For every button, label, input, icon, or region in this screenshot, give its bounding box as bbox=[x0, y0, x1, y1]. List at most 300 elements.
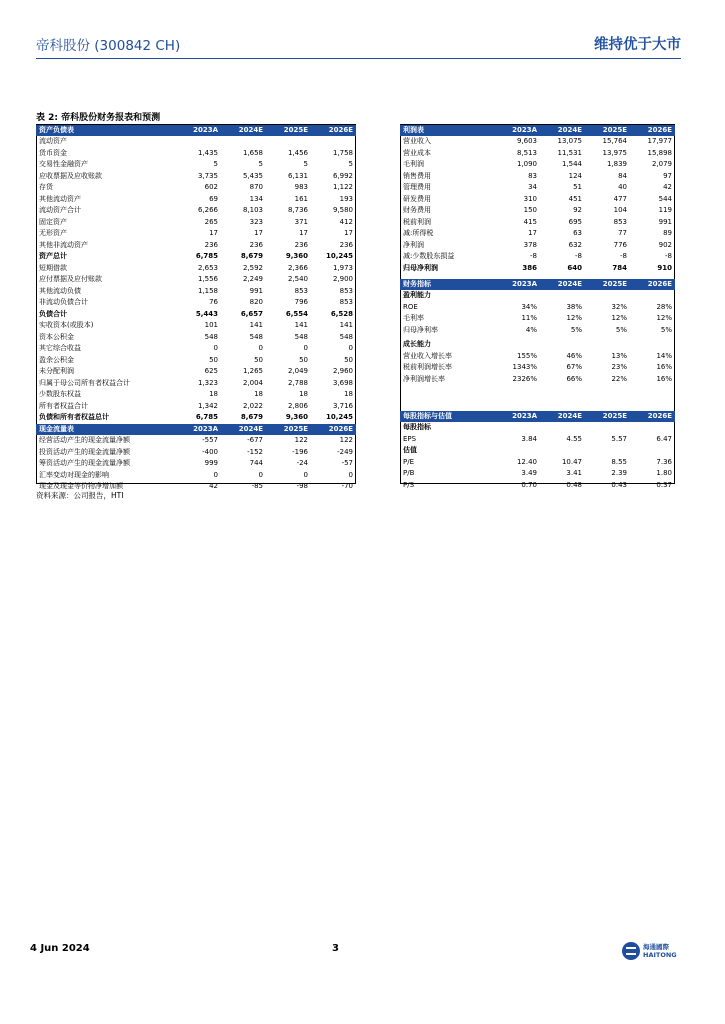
table-row bbox=[400, 468, 675, 480]
cell-value: 4.55 bbox=[566, 434, 582, 443]
cell-value: 141 bbox=[249, 321, 263, 329]
row-label: 负债合计 bbox=[39, 309, 67, 318]
cell-value: 6.47 bbox=[656, 434, 672, 443]
cell-value: 3,698 bbox=[332, 378, 353, 387]
cell-value: 8.55 bbox=[611, 457, 627, 466]
cash-flow-table bbox=[36, 424, 356, 493]
cell-value: 10,245 bbox=[325, 252, 353, 260]
table-row bbox=[36, 286, 356, 298]
cell-value: 8,736 bbox=[287, 206, 308, 214]
cell-value: 22% bbox=[611, 374, 627, 383]
cell-value: 50 bbox=[209, 355, 218, 364]
cell-value: 602 bbox=[204, 183, 218, 191]
cell-value: -8 bbox=[575, 252, 582, 260]
cell-value: 17,977 bbox=[647, 137, 672, 145]
cell-value bbox=[311, 136, 356, 148]
cell-value: 101 bbox=[204, 321, 218, 329]
cell-value: 6,992 bbox=[332, 171, 353, 180]
row-label: 其他流动负债 bbox=[39, 286, 81, 295]
cell-value: 236 bbox=[294, 240, 308, 249]
cell-value: 50 bbox=[299, 355, 308, 364]
cell-value: 2,653 bbox=[197, 263, 218, 272]
row-label: 无形资产 bbox=[39, 229, 67, 237]
table-title: 表 2: 帝科股份财务报表和预测 bbox=[36, 113, 161, 123]
table-row bbox=[400, 228, 675, 240]
cell-value: -196 bbox=[292, 447, 308, 456]
cell-value: 193 bbox=[339, 194, 353, 203]
cell-value: 853 bbox=[339, 298, 353, 306]
income-statement-table bbox=[400, 125, 675, 274]
cell-value: -98 bbox=[296, 482, 308, 490]
table-row bbox=[400, 313, 675, 325]
table-header-year: 2024E bbox=[540, 411, 585, 422]
cell-value: 13% bbox=[611, 351, 627, 360]
row-label: 汇率变动对现金的影响 bbox=[39, 470, 109, 479]
row-label: 流动资产 bbox=[39, 137, 67, 145]
cell-value: 77 bbox=[618, 229, 627, 237]
cell-value: 122 bbox=[294, 436, 308, 444]
cell-value: 6,131 bbox=[287, 171, 308, 180]
table-header-title: 利润表 bbox=[400, 125, 495, 136]
cell-value: 0 bbox=[348, 344, 353, 352]
cell-value: 6,785 bbox=[195, 252, 218, 260]
cell-value: 34 bbox=[528, 183, 537, 191]
cell-value: 0.37 bbox=[656, 480, 672, 489]
cell-value: 17 bbox=[254, 229, 263, 237]
cell-value: -400 bbox=[202, 447, 218, 456]
balance-sheet-table bbox=[36, 125, 356, 425]
row-label: 净利润 bbox=[403, 240, 424, 249]
cell-value: 8,513 bbox=[516, 148, 537, 157]
row-label: 减:所得税 bbox=[403, 229, 434, 237]
row-label: 其他流动资产 bbox=[39, 194, 81, 203]
table-header-year: 2024E bbox=[221, 424, 266, 435]
haitong-logo-icon bbox=[622, 942, 640, 960]
row-label: 现金及现金等价物净增加额 bbox=[39, 482, 123, 490]
section-title: 成长能力 bbox=[403, 340, 431, 348]
cell-value: 1,265 bbox=[242, 367, 263, 375]
cell-value: 236 bbox=[249, 240, 263, 249]
table-row bbox=[36, 171, 356, 183]
table-header-year: 2024E bbox=[221, 125, 266, 136]
section-title-row bbox=[400, 336, 675, 351]
row-label: 盈余公积金 bbox=[39, 355, 74, 364]
row-label: 经营活动产生的现金流量净额 bbox=[39, 436, 130, 444]
cell-value: 11% bbox=[521, 314, 537, 322]
table-row bbox=[36, 228, 356, 240]
table-header-year: 2024E bbox=[540, 125, 585, 136]
table-row bbox=[400, 302, 675, 314]
table-header-year: 2026E bbox=[630, 125, 675, 136]
table-row bbox=[400, 194, 675, 206]
cell-value: 2,049 bbox=[287, 367, 308, 375]
cell-value: 155% bbox=[516, 351, 537, 360]
cell-value: 5% bbox=[615, 325, 627, 334]
table-header-year: 2025E bbox=[266, 424, 311, 435]
row-label: P/S bbox=[403, 480, 415, 489]
cell-value: 42 bbox=[209, 482, 218, 490]
cell-value: 1,839 bbox=[606, 160, 627, 168]
row-label: 所有者权益合计 bbox=[39, 401, 88, 410]
cell-value: 18 bbox=[299, 390, 308, 398]
cell-value: 3.84 bbox=[521, 434, 537, 443]
cell-value: 50 bbox=[344, 355, 353, 364]
cell-value: 3,716 bbox=[332, 401, 353, 410]
cell-value: 5 bbox=[258, 160, 263, 168]
cell-value: -8 bbox=[620, 252, 627, 260]
cell-value: 548 bbox=[249, 332, 263, 341]
table-row bbox=[36, 263, 356, 275]
row-label: EPS bbox=[403, 434, 417, 443]
row-label: 税前利润增长率 bbox=[403, 363, 452, 371]
cell-value: 17 bbox=[299, 229, 308, 237]
cell-value: 1,658 bbox=[242, 148, 263, 157]
row-label: 筹资活动产生的现金流量净额 bbox=[39, 459, 130, 467]
table-header-year: 2023A bbox=[495, 279, 540, 290]
cell-value: 0 bbox=[303, 344, 308, 352]
cell-value: 2,022 bbox=[242, 401, 263, 410]
table-row bbox=[400, 217, 675, 229]
financial-indicators-table bbox=[400, 279, 675, 385]
table-row bbox=[400, 251, 675, 263]
cell-value: 97 bbox=[663, 171, 672, 180]
table-header-year: 2025E bbox=[266, 125, 311, 136]
table-header-year: 2026E bbox=[630, 411, 675, 422]
cell-value: 5% bbox=[660, 325, 672, 334]
table-row bbox=[36, 470, 356, 482]
cell-value: 784 bbox=[612, 263, 627, 272]
cell-value: 2,540 bbox=[287, 275, 308, 283]
cell-value: 415 bbox=[523, 217, 537, 226]
row-label: ROE bbox=[403, 302, 418, 311]
cell-value: 2,366 bbox=[287, 263, 308, 272]
cell-value: 11,531 bbox=[557, 148, 582, 157]
cell-value: 34% bbox=[521, 302, 537, 311]
source-note: 资料来源：公司报告，HTI bbox=[36, 491, 124, 500]
cell-value: 3.49 bbox=[521, 469, 537, 477]
cell-value: 3.41 bbox=[566, 469, 582, 477]
cell-value: 5,443 bbox=[195, 309, 218, 318]
cell-value: 5.57 bbox=[611, 434, 627, 443]
table-row bbox=[36, 309, 356, 321]
cell-value: 640 bbox=[567, 263, 582, 272]
cell-value: 84 bbox=[618, 171, 627, 180]
row-label: 资产总计 bbox=[39, 252, 67, 260]
cell-value: 12.40 bbox=[516, 457, 537, 466]
row-label: 减:少数股东损益 bbox=[403, 252, 455, 260]
row-label: P/E bbox=[403, 457, 415, 466]
cell-value: 1,090 bbox=[516, 160, 537, 168]
table-row bbox=[400, 263, 675, 275]
cell-value: 5 bbox=[303, 160, 308, 168]
cell-value bbox=[176, 136, 221, 148]
cell-value: 6,657 bbox=[240, 309, 263, 318]
cell-value: 0 bbox=[348, 470, 353, 479]
cell-value: 16% bbox=[656, 374, 672, 383]
table-row bbox=[36, 148, 356, 160]
cell-value: 63 bbox=[573, 229, 582, 237]
cell-value: 378 bbox=[523, 240, 537, 249]
cell-value: 853 bbox=[613, 217, 627, 226]
row-label: 实收资本(或股本) bbox=[39, 321, 94, 329]
table-header-year: 2026E bbox=[630, 279, 675, 290]
cell-value: 6,528 bbox=[330, 309, 353, 318]
cell-value: 776 bbox=[613, 240, 627, 249]
row-label: 毛利润 bbox=[403, 160, 424, 168]
valuation-table bbox=[400, 411, 675, 491]
cell-value: -57 bbox=[341, 459, 353, 467]
cell-value: -70 bbox=[341, 482, 353, 490]
cell-value: 124 bbox=[568, 171, 582, 180]
table-header-year: 2023A bbox=[176, 424, 221, 435]
table-row bbox=[400, 362, 675, 374]
table-header-year: 2023A bbox=[176, 125, 221, 136]
row-label: 财务费用 bbox=[403, 206, 431, 214]
table-header-year: 2023A bbox=[495, 411, 540, 422]
cell-value: 8,103 bbox=[242, 206, 263, 214]
table-header-year: 2025E bbox=[585, 125, 630, 136]
table-row bbox=[36, 447, 356, 459]
cell-value: 1,556 bbox=[197, 275, 218, 283]
table-row bbox=[400, 434, 675, 446]
cell-value: 15,898 bbox=[647, 148, 672, 157]
cell-value: 5,435 bbox=[242, 171, 263, 180]
cell-value: 548 bbox=[339, 332, 353, 341]
table-row bbox=[400, 325, 675, 337]
cell-value: 16% bbox=[656, 363, 672, 371]
row-label: 估值 bbox=[403, 446, 417, 454]
cell-value: 89 bbox=[663, 229, 672, 237]
table-header-year: 2025E bbox=[585, 279, 630, 290]
row-label: 税前利润 bbox=[403, 217, 431, 226]
cell-value: 46% bbox=[566, 351, 582, 360]
cell-value: 910 bbox=[657, 263, 672, 272]
cell-value: 104 bbox=[613, 206, 627, 214]
table-row bbox=[400, 205, 675, 217]
table-row bbox=[36, 297, 356, 309]
table-row bbox=[36, 251, 356, 263]
cell-value: 632 bbox=[568, 240, 582, 249]
cell-value: -85 bbox=[251, 482, 263, 490]
cell-value: -24 bbox=[296, 459, 308, 467]
cell-value: 1,456 bbox=[287, 148, 308, 157]
row-label: 每股指标 bbox=[403, 423, 431, 431]
logo-en-text: HAITONG bbox=[643, 951, 677, 959]
table-row bbox=[400, 171, 675, 183]
table-row bbox=[400, 422, 675, 434]
table-row bbox=[400, 240, 675, 252]
table-row bbox=[400, 351, 675, 363]
cell-value: 991 bbox=[249, 286, 263, 295]
section-title: 盈利能力 bbox=[403, 291, 431, 299]
row-label: 销售费用 bbox=[403, 171, 431, 180]
cell-value: 2,004 bbox=[242, 378, 263, 387]
cell-value: -677 bbox=[247, 436, 263, 444]
table-row bbox=[36, 205, 356, 217]
table-row bbox=[400, 457, 675, 469]
cell-value: 371 bbox=[294, 217, 308, 226]
cell-value: 236 bbox=[204, 240, 218, 249]
cell-value: -557 bbox=[202, 436, 218, 444]
cell-value: 265 bbox=[204, 217, 218, 226]
table-header-year: 2025E bbox=[585, 411, 630, 422]
cell-value: 0.70 bbox=[521, 480, 537, 489]
table-row bbox=[400, 148, 675, 160]
row-label: 归属于母公司所有者权益合计 bbox=[39, 378, 130, 387]
table-row bbox=[36, 159, 356, 171]
row-label: 其它综合收益 bbox=[39, 344, 81, 352]
cell-value bbox=[630, 445, 675, 457]
cell-value: 8,679 bbox=[221, 412, 266, 424]
row-label: 非流动负债合计 bbox=[39, 298, 88, 306]
cell-value: 12% bbox=[566, 314, 582, 322]
table-row bbox=[36, 389, 356, 401]
table-header-year: 2026E bbox=[311, 125, 356, 136]
row-label: 研发费用 bbox=[403, 194, 431, 203]
cell-value: 2,900 bbox=[332, 275, 353, 283]
cell-value: 386 bbox=[522, 263, 537, 272]
company-ticker: 帝科股份 (300842 CH) bbox=[36, 38, 181, 54]
cell-value: 1,758 bbox=[332, 148, 353, 157]
cell-value: 18 bbox=[254, 390, 263, 398]
cell-value: 9,360 bbox=[285, 252, 308, 260]
cell-value: 76 bbox=[209, 298, 218, 306]
cell-value: 236 bbox=[339, 240, 353, 249]
footer-date: 4 Jun 2024 bbox=[30, 943, 90, 954]
cell-value: 150 bbox=[523, 206, 537, 214]
cell-value bbox=[495, 445, 540, 457]
row-label: 少数股东权益 bbox=[39, 390, 81, 398]
haitong-logo bbox=[622, 942, 677, 960]
cell-value: 141 bbox=[339, 321, 353, 329]
cell-value bbox=[585, 445, 630, 457]
table-header-title: 财务指标 bbox=[400, 279, 495, 290]
table-row bbox=[36, 217, 356, 229]
cell-value: 10,245 bbox=[311, 412, 356, 424]
table-row bbox=[400, 159, 675, 171]
table-header-year: 2023A bbox=[495, 125, 540, 136]
row-label: 归母净利润 bbox=[403, 263, 438, 272]
table-row bbox=[36, 332, 356, 344]
cell-value: 0 bbox=[213, 470, 218, 479]
cell-value: 17 bbox=[528, 229, 537, 237]
cell-value: 1,323 bbox=[197, 378, 218, 387]
cell-value: 744 bbox=[249, 459, 263, 467]
cell-value: 0 bbox=[303, 470, 308, 479]
table-row bbox=[36, 401, 356, 413]
table-row bbox=[36, 412, 356, 424]
cell-value: 15,764 bbox=[602, 137, 627, 145]
cell-value: -152 bbox=[247, 447, 263, 456]
cell-value: 853 bbox=[339, 286, 353, 295]
row-label: 存货 bbox=[39, 183, 53, 191]
cell-value: 2.39 bbox=[611, 469, 627, 477]
cell-value bbox=[495, 422, 540, 434]
table-row bbox=[36, 378, 356, 390]
cell-value: 6,785 bbox=[176, 412, 221, 424]
table-row bbox=[36, 366, 356, 378]
cell-value: 17 bbox=[344, 229, 353, 237]
cell-value: 12% bbox=[611, 314, 627, 322]
cell-value: 796 bbox=[294, 298, 308, 306]
row-label: 营业收入增长率 bbox=[403, 351, 452, 360]
cell-value: 0 bbox=[213, 344, 218, 352]
cell-value: 870 bbox=[249, 183, 263, 191]
cell-value: 50 bbox=[254, 355, 263, 364]
table-row bbox=[400, 480, 675, 492]
cell-value: 51 bbox=[573, 183, 582, 191]
cell-value: 902 bbox=[658, 240, 672, 249]
cell-value bbox=[630, 422, 675, 434]
table-row bbox=[400, 445, 675, 457]
table-header-title: 资产负债表 bbox=[36, 125, 176, 136]
cell-value: 92 bbox=[573, 206, 582, 214]
cell-value: 119 bbox=[658, 206, 672, 214]
cell-value: -249 bbox=[337, 447, 353, 456]
header-divider bbox=[36, 58, 681, 59]
page-number: 3 bbox=[332, 943, 339, 954]
cell-value: 69 bbox=[209, 194, 218, 203]
row-label: 流动资产合计 bbox=[39, 206, 81, 214]
cell-value: 1343% bbox=[512, 363, 537, 371]
table-row bbox=[36, 136, 356, 148]
row-label: 净利润增长率 bbox=[403, 374, 445, 383]
cell-value: 2,788 bbox=[287, 378, 308, 387]
cell-value: 122 bbox=[339, 436, 353, 444]
cell-value: 6,266 bbox=[197, 206, 218, 214]
cell-value: 40 bbox=[618, 183, 627, 191]
cell-value: 12% bbox=[656, 314, 672, 322]
cell-value: 4% bbox=[525, 325, 537, 334]
table-row bbox=[36, 343, 356, 355]
cell-value: 548 bbox=[294, 332, 308, 341]
row-label: 固定资产 bbox=[39, 217, 67, 226]
cell-value: 853 bbox=[294, 286, 308, 295]
row-label: 应收票据及应收账款 bbox=[39, 171, 102, 180]
cell-value: 67% bbox=[566, 363, 582, 371]
row-label: 营业收入 bbox=[403, 137, 431, 145]
cell-value: 412 bbox=[339, 217, 353, 226]
cell-value: 13,975 bbox=[602, 148, 627, 157]
cell-value: 18 bbox=[209, 390, 218, 398]
table-header-year: 2024E bbox=[540, 279, 585, 290]
cell-value: 5 bbox=[348, 160, 353, 168]
table-row bbox=[36, 182, 356, 194]
cell-value: 23% bbox=[611, 363, 627, 371]
cell-value: 2,960 bbox=[332, 367, 353, 375]
cell-value: 451 bbox=[568, 194, 582, 203]
cell-value: 999 bbox=[204, 459, 218, 467]
cell-value: 7.36 bbox=[656, 457, 672, 466]
section-title-row bbox=[400, 290, 675, 302]
cell-value: 1,342 bbox=[197, 401, 218, 410]
table-row bbox=[36, 355, 356, 367]
cell-value: 1,973 bbox=[332, 263, 353, 272]
row-label: P/B bbox=[403, 469, 415, 477]
cell-value: 18 bbox=[344, 390, 353, 398]
cell-value: 2,249 bbox=[242, 275, 263, 283]
row-label: 应付票据及应付账款 bbox=[39, 275, 102, 283]
cell-value: 820 bbox=[249, 298, 263, 306]
cell-value: 548 bbox=[204, 332, 218, 341]
cell-value: -8 bbox=[665, 252, 672, 260]
row-label: 营业成本 bbox=[403, 148, 431, 157]
cell-value: 1,544 bbox=[561, 160, 582, 168]
table-row bbox=[36, 320, 356, 332]
row-label: 交易性金融资产 bbox=[39, 160, 88, 168]
cell-value: 0 bbox=[258, 344, 263, 352]
cell-value: 0.48 bbox=[566, 480, 582, 489]
